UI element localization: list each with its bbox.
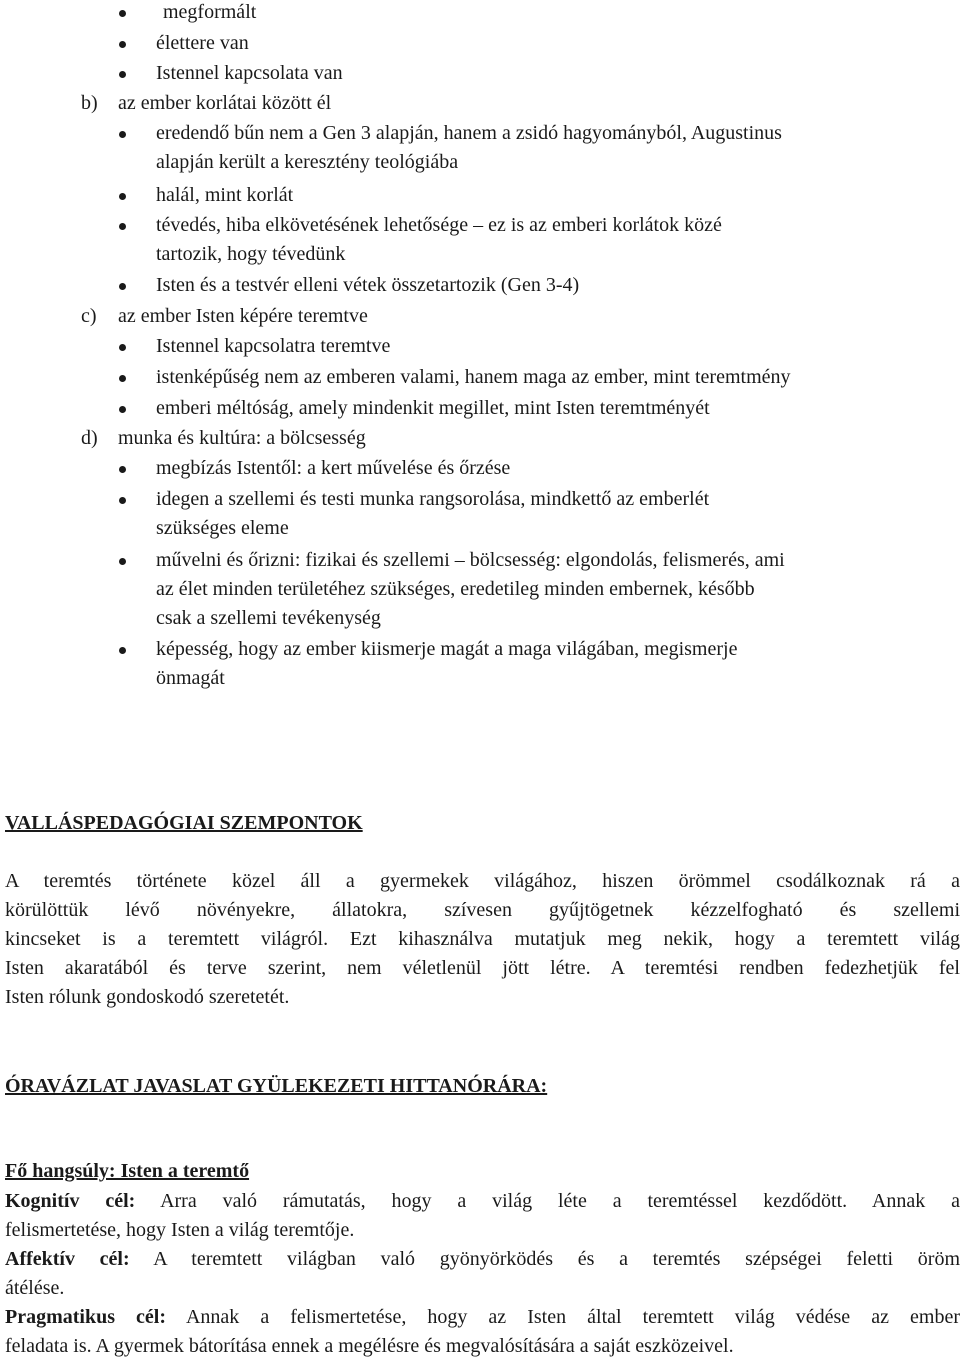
- paragraph-line: kincseket is a teremtett világról. Ezt kihasználva mutatjuk meg nekik, hogy a teremtett világ: [5, 928, 960, 950]
- list-item: tévedés, hiba elkövetésének lehetősége – ez is az emberi korlátok közé: [156, 214, 722, 236]
- affective-goal-continuation: átélése.: [5, 1277, 65, 1299]
- list-item-continuation: tartozik, hogy tévedünk: [156, 243, 346, 265]
- cognitive-goal-label: Kognitív cél:: [5, 1190, 136, 1212]
- goals-block: [5, 1187, 960, 1361]
- list-item-continuation: önmagát: [156, 667, 225, 689]
- list-item: emberi méltóság, amely mindenkit megillet, mint Isten teremtményét: [156, 397, 710, 419]
- list-item: Istennel kapcsolatra teremtve: [156, 335, 391, 357]
- bullet-icon: [119, 131, 126, 138]
- bullet-icon: [119, 647, 126, 654]
- affective-goal-label: Affektív cél:: [5, 1248, 130, 1270]
- affective-goal-text: A teremtett világban való gyönyörködés és a teremtés szépségei feletti öröm: [153, 1248, 960, 1270]
- pragmatic-goal-text: Annak a felismertetése, hogy az Isten által teremtett világ védése az ember: [185, 1306, 960, 1328]
- bullet-icon: [119, 344, 126, 351]
- bullet-icon: [119, 193, 126, 200]
- list-label: d): [81, 427, 98, 449]
- list-item: élettere van: [156, 32, 249, 54]
- bullet-icon: [119, 375, 126, 382]
- list-heading: munka és kultúra: a bölcsesség: [118, 427, 366, 449]
- list-item: Isten és a testvér elleni vétek összetartozik (Gen 3-4): [156, 274, 580, 296]
- paragraph-line: A teremtés története közel áll a gyermekek világához, hiszen örömmel csodálkoznak rá a: [5, 870, 960, 892]
- bullet-icon: [119, 41, 126, 48]
- bullet-icon: [119, 497, 126, 504]
- affective-goal-line: [5, 1245, 960, 1274]
- list-item: megformált: [163, 1, 257, 23]
- list-item-continuation: csak a szellemi tevékenység: [156, 607, 381, 629]
- list-item: eredendő bűn nem a Gen 3 alapján, hanem a zsidó hagyományból, Augustinus: [156, 122, 782, 144]
- pragmatic-goal-continuation: feladata is. A gyermek bátorítása ennek a megélésre és megvalósítására a saját eszközeivel.: [5, 1335, 734, 1357]
- list-item: megbízás Istentől: a kert művelése és őrzése: [156, 457, 511, 479]
- list-label: b): [81, 92, 98, 114]
- bullet-icon: [119, 466, 126, 473]
- paragraph-line: körülöttük lévő növényekre, állatokra, szívesen gyűjtögetnek kézzelfogható és szellemi: [5, 899, 960, 921]
- bullet-icon: [119, 283, 126, 290]
- bullet-icon: [119, 406, 126, 413]
- list-item-continuation: alapján került a keresztény teológiába: [156, 151, 459, 173]
- focus-text: Fő hangsúly: Isten a teremtő: [5, 1160, 250, 1182]
- bullet-icon: [119, 558, 126, 565]
- cognitive-goal-text: Arra való rámutatás, hogy a világ léte a teremtéssel kezdődött. Annak a: [160, 1190, 960, 1212]
- section-heading: VALLÁSPEDAGÓGIAI SZEMPONTOK: [5, 812, 363, 834]
- paragraph: [5, 867, 960, 1012]
- list-item: Istennel kapcsolata van: [156, 62, 343, 84]
- section-heading: ÓRAVÁZLAT JAVASLAT GYÜLEKEZETI HITTANÓRÁRA:: [5, 1075, 548, 1097]
- list-heading: az ember Isten képére teremtve: [118, 305, 368, 327]
- paragraph-line: Isten rólunk gondoskodó szeretetét.: [5, 986, 290, 1008]
- list-item: képesség, hogy az ember kiismerje magát a maga világában, megismerje: [156, 638, 738, 660]
- bullet-icon: [119, 71, 126, 78]
- list-label: c): [81, 305, 97, 327]
- list-item: idegen a szellemi és testi munka rangsorolása, mindkettő az emberlét: [156, 488, 710, 510]
- list-item: halál, mint korlát: [156, 184, 294, 206]
- cognitive-goal-continuation: felismertetése, hogy Isten a világ teremtője.: [5, 1219, 355, 1241]
- cognitive-goal-line: [5, 1187, 960, 1216]
- pragmatic-goal-line: [5, 1303, 960, 1332]
- list-item: művelni és őrizni: fizikai és szellemi – bölcsesség: elgondolás, felismerés, ami: [156, 549, 785, 571]
- pragmatic-goal-label: Pragmatikus cél:: [5, 1306, 167, 1328]
- bullet-icon: [119, 223, 126, 230]
- list-item: istenképűség nem az emberen valami, hanem maga az ember, mint teremtmény: [156, 366, 791, 388]
- bullet-icon: [119, 10, 126, 17]
- list-item-continuation: az élet minden területéhez szükséges, eredetileg minden embernek, később: [156, 578, 755, 600]
- paragraph-line: Isten akaratából és terve szerint, nem véletlenül jött létre. A teremtési rendben fedezhetjük fel: [5, 957, 960, 979]
- list-item-continuation: szükséges eleme: [156, 517, 289, 539]
- focus-label: [5, 1159, 249, 1183]
- list-heading: az ember korlátai között él: [118, 92, 332, 114]
